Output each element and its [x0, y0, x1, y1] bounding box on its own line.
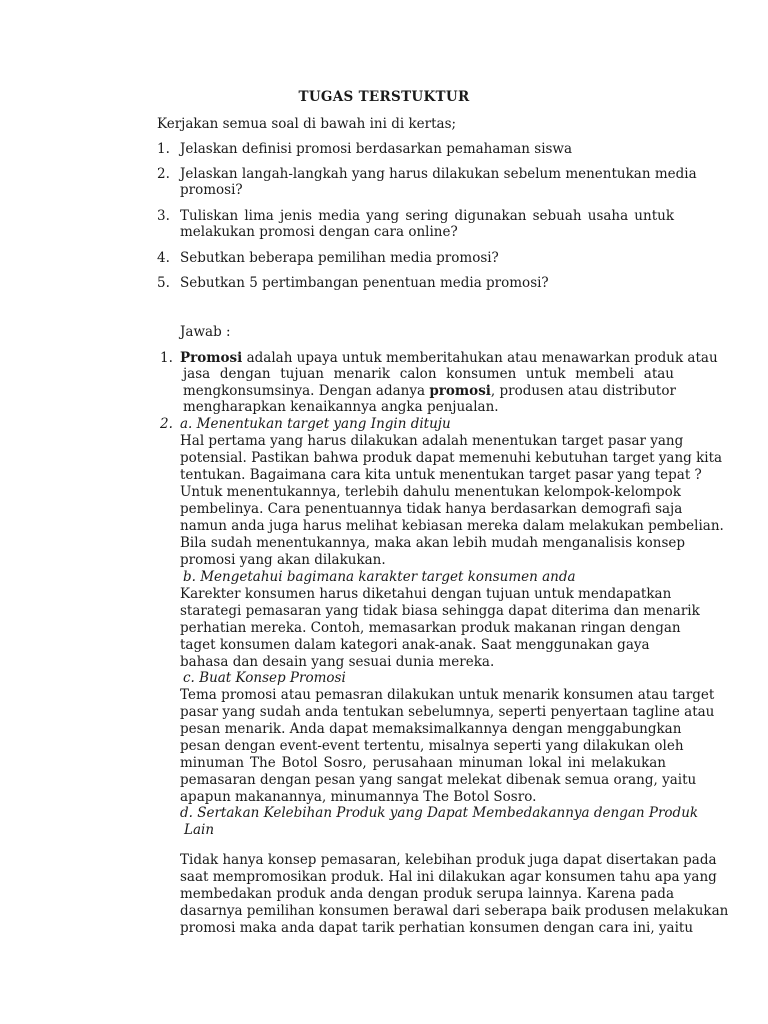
- question-text: Tuliskan lima jenis media yang sering digunakan sebuah usaha untuk: [180, 208, 674, 224]
- question-number: 2.: [157, 166, 170, 182]
- question-text: melakukan promosi dengan cara online?: [180, 224, 458, 240]
- answer-line: [183, 383, 674, 399]
- paragraph-line: pembelinya. Cara penentuannya tidak hanya berdasarkan demografi saja: [180, 501, 683, 517]
- subheading-b: b. Mengetahui bagimana karakter target konsumen anda: [183, 569, 576, 585]
- paragraph-line: taget konsumen dalam kategori anak-anak. Saat menggunakan gaya: [180, 637, 650, 653]
- question-text: Jelaskan definisi promosi berdasarkan pemahaman siswa: [180, 141, 573, 157]
- answer-line: jasa dengan tujuan menarik calon konsumen untuk membeli atau: [183, 366, 674, 382]
- question-text: Sebutkan 5 pertimbangan penentuan media promosi?: [180, 275, 549, 291]
- answer-text: mengkonsumsinya. Dengan adanya: [183, 383, 426, 399]
- paragraph-line: bahasa dan desain yang sesuai dunia mereka.: [180, 654, 495, 670]
- paragraph-line: Hal pertama yang harus dilakukan adalah menentukan target pasar yang: [180, 433, 684, 449]
- question-text: Sebutkan beberapa pemilihan media promosi?: [180, 250, 499, 266]
- paragraph-line: promosi yang akan dilakukan.: [180, 552, 386, 568]
- paragraph-line: starategi pemasaran yang tidak biasa sehingga dapat diterima dan menarik: [180, 603, 700, 619]
- paragraph-line: perhatian mereka. Contoh, memasarkan produk makanan ringan dengan: [180, 620, 681, 636]
- paragraph-line: pesan dengan event-event tertentu, misalnya seperti yang dilakukan oleh: [180, 738, 684, 754]
- question-text: promosi?: [180, 182, 243, 198]
- answer-line: mengharapkan kenaikannya angka penjualan.: [183, 399, 499, 415]
- paragraph-line: promosi maka anda dapat tarik perhatian konsumen dengan cara ini, yaitu: [180, 920, 694, 936]
- subheading-c: c. Buat Konsep Promosi: [183, 670, 346, 686]
- answer-label: Jawab :: [180, 324, 231, 340]
- paragraph-line: tentukan. Bagaimana cara kita untuk menentukan target pasar yang tepat ?: [180, 467, 702, 483]
- paragraph-line: pesan menarik. Anda dapat memaksimalkannya dengan menggabungkan: [180, 721, 682, 737]
- answer-line: [180, 350, 718, 366]
- question-number: 3.: [157, 208, 170, 224]
- subheading-d: d. Sertakan Kelebihan Produk yang Dapat Membedakannya dengan Produk: [180, 805, 699, 821]
- answer-number: 2.: [160, 416, 173, 432]
- paragraph-line: Untuk menentukannya, terlebih dahulu menentukan kelompok-kelompok: [180, 484, 681, 500]
- question-number: 5.: [157, 275, 170, 291]
- subheading-a: a. Menentukan target yang Ingin dituju: [180, 416, 451, 432]
- paragraph-line: apapun makanannya, minumannya The Botol Sosro.: [180, 789, 537, 805]
- answer-text: , produsen atau distributor: [490, 383, 676, 399]
- question-number: 1.: [157, 141, 170, 157]
- subheading-d-continued: Lain: [184, 822, 215, 838]
- bold-term: Promosi: [180, 350, 243, 366]
- paragraph-line: dasarnya pemilihan konsumen berawal dari seberapa baik produsen melakukan: [180, 903, 729, 919]
- paragraph-line: potensial. Pastikan bahwa produk dapat memenuhi kebutuhan target yang kita: [180, 450, 723, 466]
- paragraph-line: Tema promosi atau pemasran dilakukan untuk menarik konsumen atau target: [180, 687, 715, 703]
- paragraph-line: membedakan produk anda dengan produk serupa lainnya. Karena pada: [180, 886, 674, 902]
- paragraph-line: Bila sudah menentukannya, maka akan lebih mudah menganalisis konsep: [180, 535, 685, 551]
- bold-term: promosi: [429, 383, 491, 399]
- paragraph-line: Karekter konsumen harus diketahui dengan tujuan untuk mendapatkan: [180, 586, 672, 602]
- paragraph-line: pasar yang sudah anda tentukan sebelumnya, seperti penyertaan tagline atau: [180, 704, 715, 720]
- paragraph-line: pemasaran dengan pesan yang sangat melekat dibenak semua orang, yaitu: [180, 772, 697, 788]
- question-number: 4.: [157, 250, 170, 266]
- paragraph-line: Tidak hanya konsep pemasaran, kelebihan produk juga dapat disertakan pada: [180, 852, 717, 868]
- question-text: Jelaskan langah-langkah yang harus dilakukan sebelum menentukan media: [180, 166, 697, 182]
- paragraph-line: minuman The Botol Sosro, perusahaan minuman lokal ini melakukan: [180, 755, 666, 771]
- page-title: TUGAS TERSTUKTUR: [298, 89, 470, 105]
- instruction-text: Kerjakan semua soal di bawah ini di kertas;: [157, 116, 457, 132]
- paragraph-line: saat mempromosikan produk. Hal ini dilakukan agar konsumen tahu apa yang: [180, 869, 717, 885]
- answer-number: 1.: [160, 350, 173, 366]
- paragraph-line: namun anda juga harus melihat kebiasan mereka dalam melakukan pembelian.: [180, 518, 724, 534]
- answer-text: adalah upaya untuk memberitahukan atau menawarkan produk atau: [246, 350, 718, 366]
